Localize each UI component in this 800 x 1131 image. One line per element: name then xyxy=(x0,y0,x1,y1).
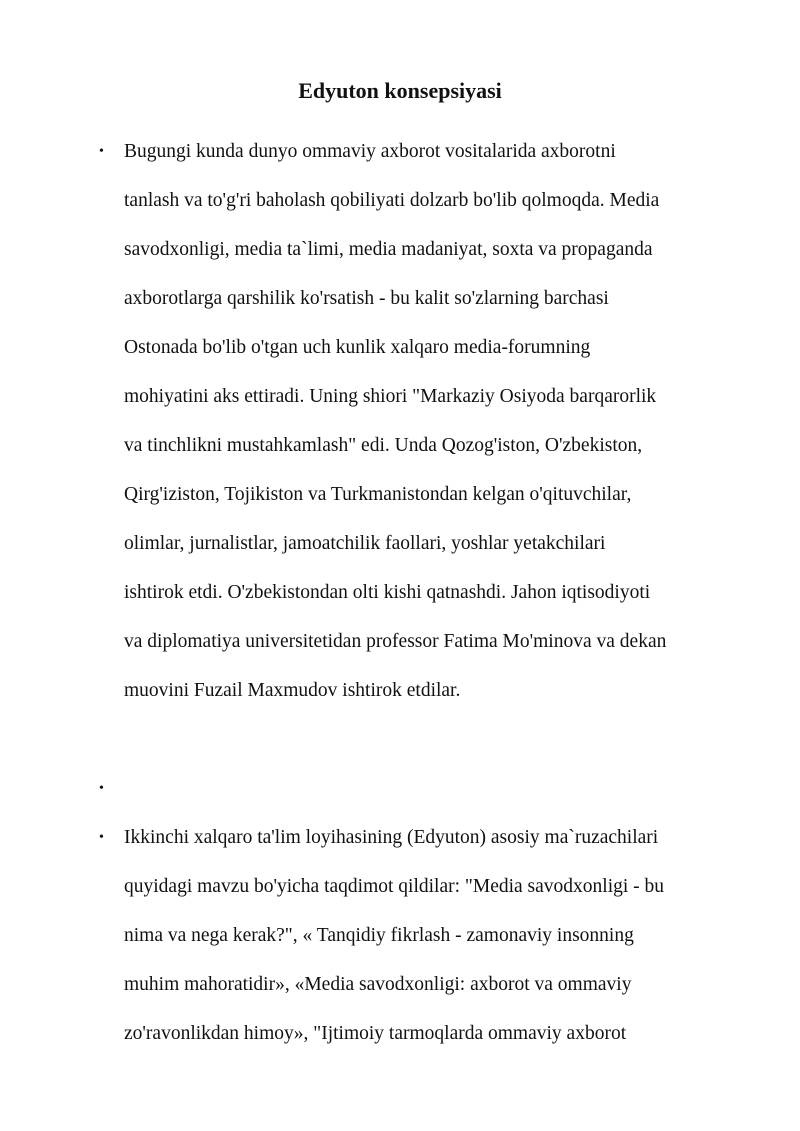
paragraph-line: nima va nega kerak?", « Tanqidiy fikrlash - zamonaviy insonning xyxy=(124,925,634,946)
paragraph-line: va diplomatiya universitetidan professor Fatima Mo'minova va dekan xyxy=(124,631,667,652)
list-item xyxy=(0,813,800,1058)
paragraph-line: tanlash va to'g'ri baholash qobiliyati dolzarb bo'lib qolmoqda. Media xyxy=(124,190,660,211)
list-item xyxy=(0,127,800,715)
paragraph-line: ishtirok etdi. O'zbekistondan olti kishi qatnashdi. Jahon iqtisodiyoti xyxy=(124,582,651,603)
paragraph-line: Bugungi kunda dunyo ommaviy axborot vositalarida axborotni xyxy=(124,141,616,162)
paragraph-line: savodxonligi, media ta`limi, media madaniyat, soxta va propaganda xyxy=(124,239,653,260)
list-item-empty xyxy=(0,764,800,813)
paragraph-line: va tinchlikni mustahkamlash" edi. Unda Qozog'iston, O'zbekiston, xyxy=(124,435,643,456)
bullet-icon: • xyxy=(99,781,104,796)
paragraph-line: quyidagi mavzu bo'yicha taqdimot qildilar: "Media savodxonligi - bu xyxy=(124,876,665,897)
paragraph-line: Qirg'iziston, Tojikiston va Turkmanistondan kelgan o'qituvchilar, xyxy=(124,484,632,505)
paragraph-line: mohiyatini aks ettiradi. Uning shiori "Markaziy Osiyoda barqarorlik xyxy=(124,386,657,407)
paragraph-line: olimlar, jurnalistlar, jamoatchilik faollari, yoshlar yetakchilari xyxy=(124,533,606,554)
bullet-list xyxy=(0,127,800,1058)
paragraph-line: Ikkinchi xalqaro ta'lim loyihasining (Edyuton) asosiy ma`ruzachilari xyxy=(124,827,659,848)
paragraph-line: axborotlarga qarshilik ko'rsatish - bu kalit so'zlarning barchasi xyxy=(124,288,609,309)
paragraph-line: Ostonada bo'lib o'tgan uch kunlik xalqaro media-forumning xyxy=(124,337,591,358)
document-title: Edyuton konsepsiyasi xyxy=(298,78,502,103)
paragraph-line: muovini Fuzail Maxmudov ishtirok etdilar. xyxy=(124,680,461,701)
paragraph-line: muhim mahoratidir», «Media savodxonligi: axborot va ommaviy xyxy=(124,974,632,995)
bullet-icon: • xyxy=(99,144,104,159)
bullet-icon: • xyxy=(99,830,104,845)
paragraph-line: zo'ravonlikdan himoy», "Ijtimoiy tarmoqlarda ommaviy axborot xyxy=(124,1023,627,1044)
